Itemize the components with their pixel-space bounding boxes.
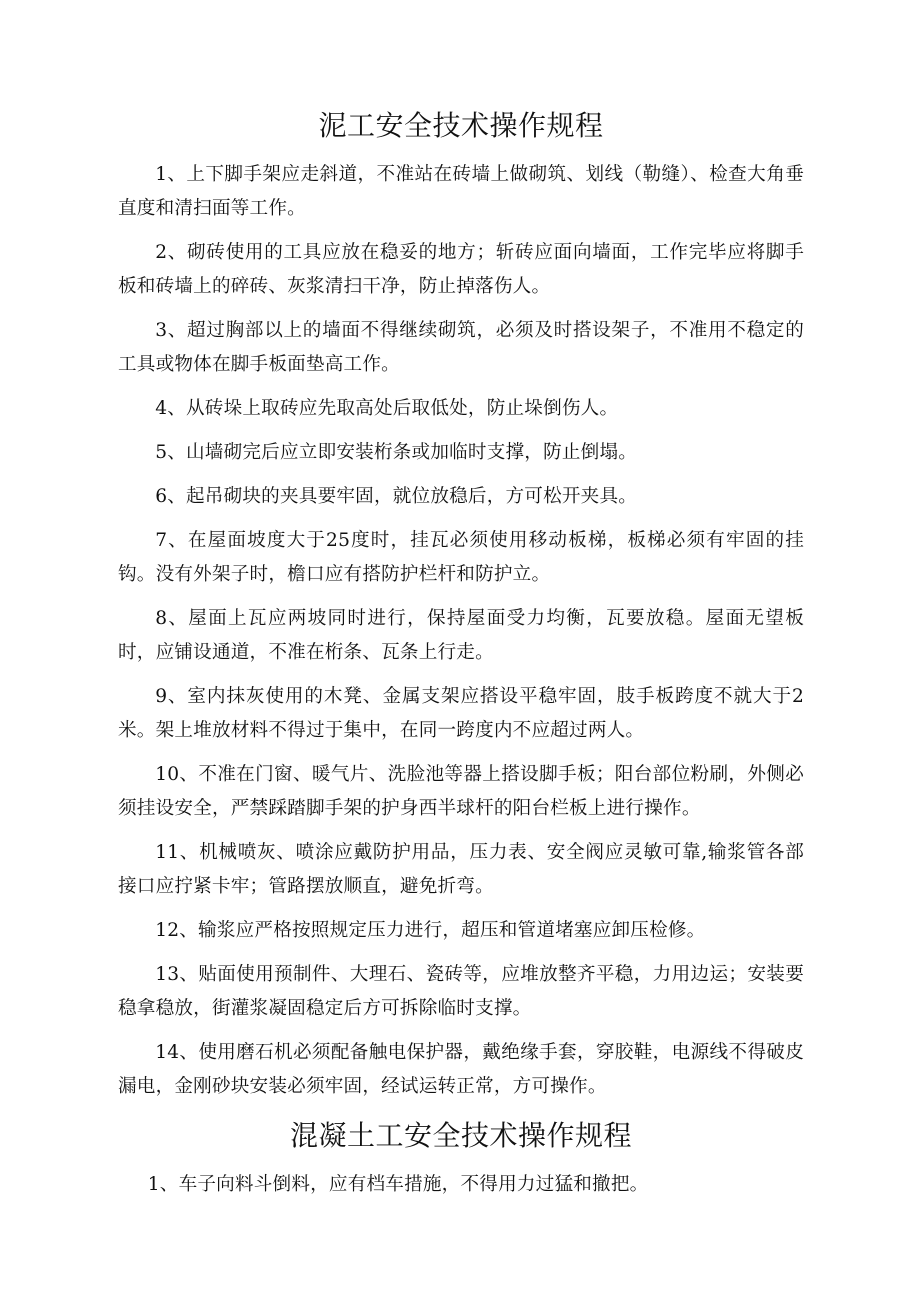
rule-item: 8、屋面上瓦应两坡同时进行，保持屋面受力均衡，瓦要放稳。屋面无望板时，应铺设通道，不准在桁条、瓦条上行走。 (118, 608, 804, 663)
rule-item: 9、室内抹灰使用的木凳、金属支架应搭设平稳牢固，肢手板跨度不就大于2米。架上堆放材料不得过于集中，在同一跨度内不应超过两人。 (118, 686, 804, 741)
rule-item: 4、从砖垛上取砖应先取高处后取低处，防止垛倒伤人。 (155, 398, 619, 419)
rule-item: 6、起吊砌块的夹具要牢固，就位放稳后，方可松开夹具。 (155, 486, 638, 507)
rule-item: 1、车子向料斗倒料，应有档车措施，不得用力过猛和撤把。 (147, 1174, 649, 1195)
rule-item: 2、砌砖使用的工具应放在稳妥的地方；斩砖应面向墙面，工作完毕应将脚手板和砖墙上的碎砖、灰浆清扫干净，防止掉落伤人。 (118, 242, 804, 297)
rule-item: 1、上下脚手架应走斜道，不准站在砖墙上做砌筑、划线（勒缝）、检查大角垂直度和清扫面等工作。 (118, 164, 804, 219)
rule-item: 10、不准在门窗、暖气片、洗脸池等器上搭设脚手板；阳台部位粉刷，外侧必须挂设安全，严禁踩踏脚手架的护身西半球杆的阳台栏板上进行操作。 (118, 764, 804, 819)
rule-item: 3、超过胸部以上的墙面不得继续砌筑，必须及时搭设架子，不准用不稳定的工具或物体在脚手板面垫高工作。 (118, 320, 804, 375)
rule-item: 14、使用磨石机必须配备触电保护器，戴绝缘手套，穿胶鞋，电源线不得破皮漏电，金刚砂块安装必须牢固，经试运转正常，方可操作。 (118, 1042, 804, 1097)
rule-item: 5、山墙砌完后应立即安装桁条或加临时支撑，防止倒塌。 (155, 442, 638, 463)
rule-item: 7、在屋面坡度大于25度时，挂瓦必须使用移动板梯，板梯必须有牢固的挂钩。没有外架子时，檐口应有搭防护栏杆和防护立。 (118, 530, 804, 585)
rule-item: 12、输浆应严格按照规定压力进行，超压和管道堵塞应卸压检修。 (155, 920, 706, 941)
rule-item: 13、贴面使用预制件、大理石、瓷砖等，应堆放整齐平稳，力用边运；安装要稳拿稳放，街灌浆凝固稳定后方可拆除临时支撑。 (118, 964, 804, 1019)
section-title-concrete: 混凝土工安全技术操作规程 (289, 1119, 632, 1152)
rule-item: 11、机械喷灰、喷涂应戴防护用品，压力表、安全阀应灵敏可靠,输浆管各部接口应拧紧卡牢；管路摆放顺直，避免折弯。 (118, 842, 804, 897)
document-page (118, 104, 804, 1212)
section-title-masonry: 泥工安全技术操作规程 (318, 109, 604, 142)
